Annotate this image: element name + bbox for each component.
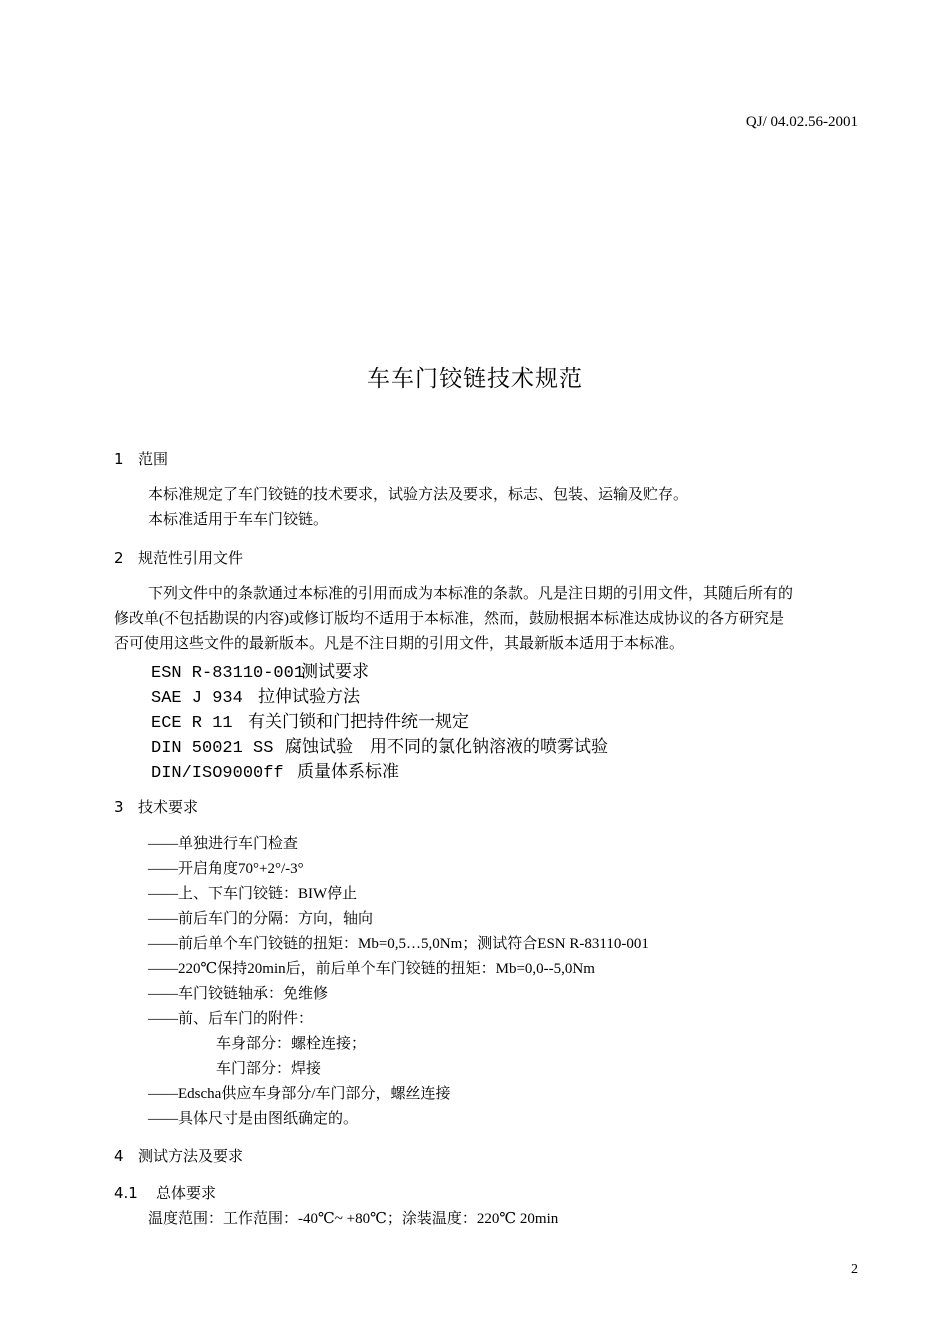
section-2-paragraph-line-1: 下列文件中的条款通过本标准的引用而成为本标准的条款。凡是注日期的引用文件，其随后所有的 xyxy=(148,586,794,602)
reference-title: 腐蚀试验 用不同的氯化钠溶液的喷雾试验 xyxy=(285,737,608,756)
section-number: 1 xyxy=(114,450,124,468)
section-title: 规范性引用文件 xyxy=(138,549,244,567)
reference-item xyxy=(151,732,608,758)
section-2-heading xyxy=(114,547,243,568)
subsection-4-1-heading xyxy=(114,1182,216,1203)
reference-code: SAE J 934 xyxy=(151,689,243,708)
requirement-subitem: 车身部分：螺栓连接； xyxy=(216,1036,367,1052)
reference-title: 有关门锁和门把持件统一规定 xyxy=(248,712,469,731)
subsection-title: 总体要求 xyxy=(156,1184,217,1202)
requirement-subitem: 车门部分：焊接 xyxy=(216,1061,322,1077)
section-title: 测试方法及要求 xyxy=(138,1147,244,1165)
requirement-item: ——上、下车门铰链：BIW停止 xyxy=(148,886,358,902)
reference-item xyxy=(151,757,399,783)
section-3-heading xyxy=(114,796,198,817)
requirement-item: ——前、后车门的附件： xyxy=(148,1011,314,1027)
reference-title: 拉伸试验方法 xyxy=(258,687,360,706)
requirement-item: ——220℃保持20min后，前后单个车门铰链的扭矩：Mb=0,0--5,0Nm xyxy=(148,961,595,977)
reference-item xyxy=(151,707,469,733)
requirement-item: ——Edscha供应车身部分/车门部分，螺丝连接 xyxy=(148,1086,451,1102)
section-1-paragraph-2: 本标准适用于车车门铰链。 xyxy=(148,512,329,528)
page-number: 2 xyxy=(851,1262,858,1277)
section-2-paragraph-line-3: 否可使用这些文件的最新版本。凡是不注日期的引用文件，其最新版本适用于本标准。 xyxy=(114,636,685,652)
reference-code: DIN/ISO9000ff xyxy=(151,764,284,783)
section-title: 范围 xyxy=(138,450,169,468)
reference-title: 测试要求 xyxy=(301,662,369,681)
section-number: 4 xyxy=(114,1147,124,1165)
section-1-paragraph-1: 本标准规定了车门铰链的技术要求，试验方法及要求，标志、包装、运输及贮存。 xyxy=(148,487,689,503)
section-number: 3 xyxy=(114,798,124,816)
reference-code: ESN R-83110-001 xyxy=(151,664,305,683)
subsection-number: 4.1 xyxy=(114,1184,138,1202)
document-title: 车车门铰链技术规范 xyxy=(367,366,583,392)
reference-item xyxy=(151,657,369,683)
section-4-heading xyxy=(114,1145,243,1166)
section-title: 技术要求 xyxy=(138,798,199,816)
section-1-heading xyxy=(114,448,168,469)
subsection-4-1-paragraph: 温度范围：工作范围：-40℃~ +80℃；涂装温度：220℃ 20min xyxy=(148,1211,559,1227)
reference-title: 质量体系标准 xyxy=(297,762,399,781)
reference-code: DIN 50021 SS xyxy=(151,739,274,758)
section-2-paragraph-line-2: 修改单(不包括勘误的内容)或修订版均不适用于本标准，然而，鼓励根据本标准达成协议的各方研究是 xyxy=(114,611,784,627)
reference-item xyxy=(151,682,360,708)
requirement-item: ——开启角度70°+2°/-3° xyxy=(148,861,304,877)
requirement-item: ——车门铰链轴承：免维修 xyxy=(148,986,329,1002)
requirement-item: ——前后单个车门铰链的扭矩：Mb=0,5…5,0Nm；测试符合ESN R-83110-001 xyxy=(148,936,649,952)
section-number: 2 xyxy=(114,549,124,567)
requirement-item: ——具体尺寸是由图纸确定的。 xyxy=(148,1111,359,1127)
reference-code: ECE R 11 xyxy=(151,714,233,733)
requirement-item: ——单独进行车门检查 xyxy=(148,836,299,852)
document-number: QJ/ 04.02.56-2001 xyxy=(745,114,858,130)
requirement-item: ——前后车门的分隔：方向，轴向 xyxy=(148,911,374,927)
